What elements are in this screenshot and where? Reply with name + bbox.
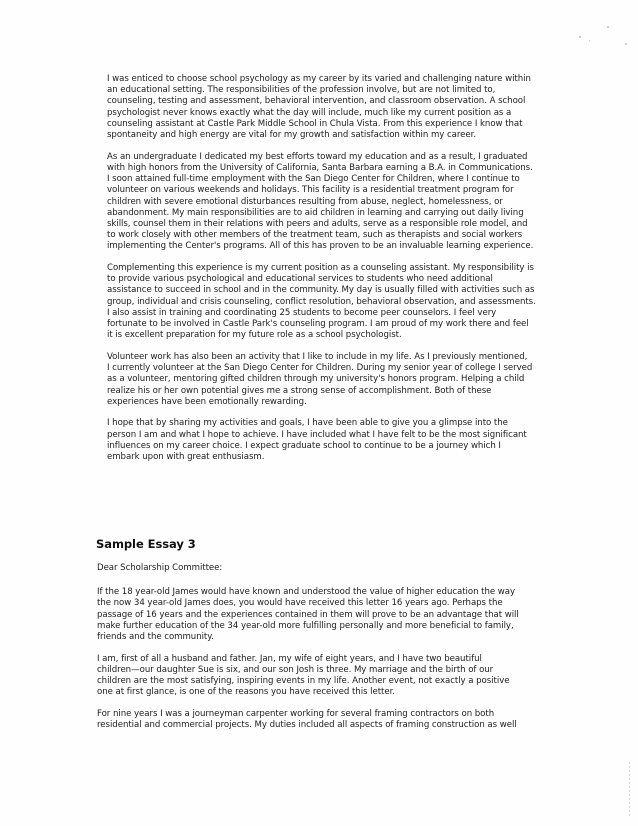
text-line: group, individual and crisis counseling, conflict resolution, behavioral observation, and assessments. [107, 296, 536, 307]
text-line: As an undergraduate I dedicated my best efforts toward my education and as a result, I graduated [107, 151, 528, 162]
text-line: implementing the Center's programs. All of this has proven to be an invaluable learning experience. [107, 241, 534, 252]
text-line: as a volunteer, mentoring gifted children through my university's honors program. Helping a child [107, 374, 525, 385]
essay-previous-body [107, 74, 577, 474]
paragraph [107, 263, 577, 341]
text-line: Volunteer work has also been an activity that I like to include in my life. As I previously mentioned, [107, 351, 528, 362]
paragraph [107, 352, 577, 408]
text-line: I hope that by sharing my activities and goals, I have been able to give you a glimpse into the [107, 418, 508, 429]
text-line: I also assist in training and coordinating 25 students to become peer counselors. I feel very [107, 307, 497, 318]
text-line: residential and commercial projects. My duties included all aspects of framing construction as well [97, 720, 517, 731]
section-heading: Sample Essay 3 [96, 537, 196, 551]
text-line: children are the most satisfying, inspiring events in my life. Another event, not exactly a positive [97, 676, 510, 687]
text-line: embark upon with great enthusiasm. [107, 452, 265, 463]
text-line: make further education of the 34 year-old more fulfilling personally and more beneficial to family, [97, 620, 514, 631]
salutation: Dear Scholarship Committee: [97, 563, 223, 573]
text-line: passage of 16 years and the experiences contained in them will prove to be an advantage that will [97, 609, 519, 620]
scan-speck [607, 26, 609, 28]
scan-speck [625, 43, 627, 45]
text-line: an educational setting. The responsibilities of the profession involve, but are not limited to, [107, 85, 496, 96]
text-line: children with severe emotional disturbances resulting from abuse, neglect, homelessness, or [107, 196, 503, 207]
scan-edge-mark [629, 762, 630, 816]
paragraph [107, 152, 577, 253]
paragraph [97, 654, 577, 699]
text-line: skills, counsel them in their relations with peers and adults, serve as a responsible role model, and [107, 218, 528, 229]
text-line: For nine years I was a journeyman carpenter working for several framing contractors on both [97, 709, 495, 720]
paragraph [97, 709, 577, 731]
text-line: the now 34 year-old James does, you would have received this letter 16 years ago. Perhaps the [97, 598, 503, 609]
paragraph [107, 74, 577, 141]
text-line: with high honors from the University of California, Santa Barbara earning a B.A. in Communications. [107, 162, 533, 173]
text-line: it is excellent preparation for my future role as a school psychologist. [107, 330, 402, 341]
text-line: to work closely with other members of the treatment team, such as therapists and social workers [107, 230, 523, 241]
text-line: Complementing this experience is my current position as a counseling assistant. My responsibility is [107, 263, 534, 274]
scan-speck [589, 40, 590, 41]
text-line: assistance to succeed in school and in the community. My day is usually filled with activities such as [107, 285, 535, 296]
text-line: realize his or her own potential gives me a strong sense of accomplishment. Both of these [107, 385, 492, 396]
text-line: children—our daughter Sue is six, and our son Josh is three. My marriage and the birth of our [97, 664, 494, 675]
essay3-section [97, 537, 577, 742]
text-line: I soon attained full-time employment with the San Diego Center for Children, where I continue to [107, 174, 520, 185]
text-line: counseling, testing and assessment, behavioral intervention, and classroom observation. A school [107, 96, 526, 107]
text-line: If the 18 year-old James would have known and understood the value of higher education the way [97, 587, 516, 598]
paragraph [97, 587, 577, 643]
text-line: friends and the community. [97, 632, 214, 643]
text-line: influences on my career choice. I expect graduate school to continue to be a journey which I [107, 440, 501, 451]
text-line: experiences have been emotionally rewarding. [107, 396, 307, 407]
text-line: psychologist never knows exactly what the day will include, much like my current position as a [107, 107, 512, 118]
text-line: one at first glance, is one of the reasons you have received this letter. [97, 687, 395, 698]
text-line: counseling assistant at Castle Park Middle School in Chula Vista. From this experience I know that [107, 118, 523, 129]
text-line: I am, first of all a husband and father. Jan, my wife of eight years, and I have two beautiful [97, 653, 482, 664]
text-line: I currently volunteer at the San Diego Center for Children. During my senior year of college I served [107, 363, 533, 374]
text-line: abandonment. My main responsibilities are to aid children in learning and carrying out daily living [107, 207, 524, 218]
scan-speck [579, 36, 581, 38]
text-line: fortunate to be involved in Castle Park's counseling program. I am proud of my work there and feel [107, 319, 529, 330]
text-line: volunteer on various weekends and holidays. This facility is a residential treatment program for [107, 185, 514, 196]
paragraph [107, 418, 577, 463]
text-line: person I am and what I hope to achieve. I have included what I have felt to be the most significant [107, 429, 527, 440]
text-line: to provide various psychological and educational services to students who need additional [107, 274, 493, 285]
text-line: I was enticed to choose school psychology as my career by its varied and challenging nature within [107, 74, 531, 84]
text-line: spontaneity and high energy are vital for my growth and satisfaction within my career. [107, 130, 477, 141]
